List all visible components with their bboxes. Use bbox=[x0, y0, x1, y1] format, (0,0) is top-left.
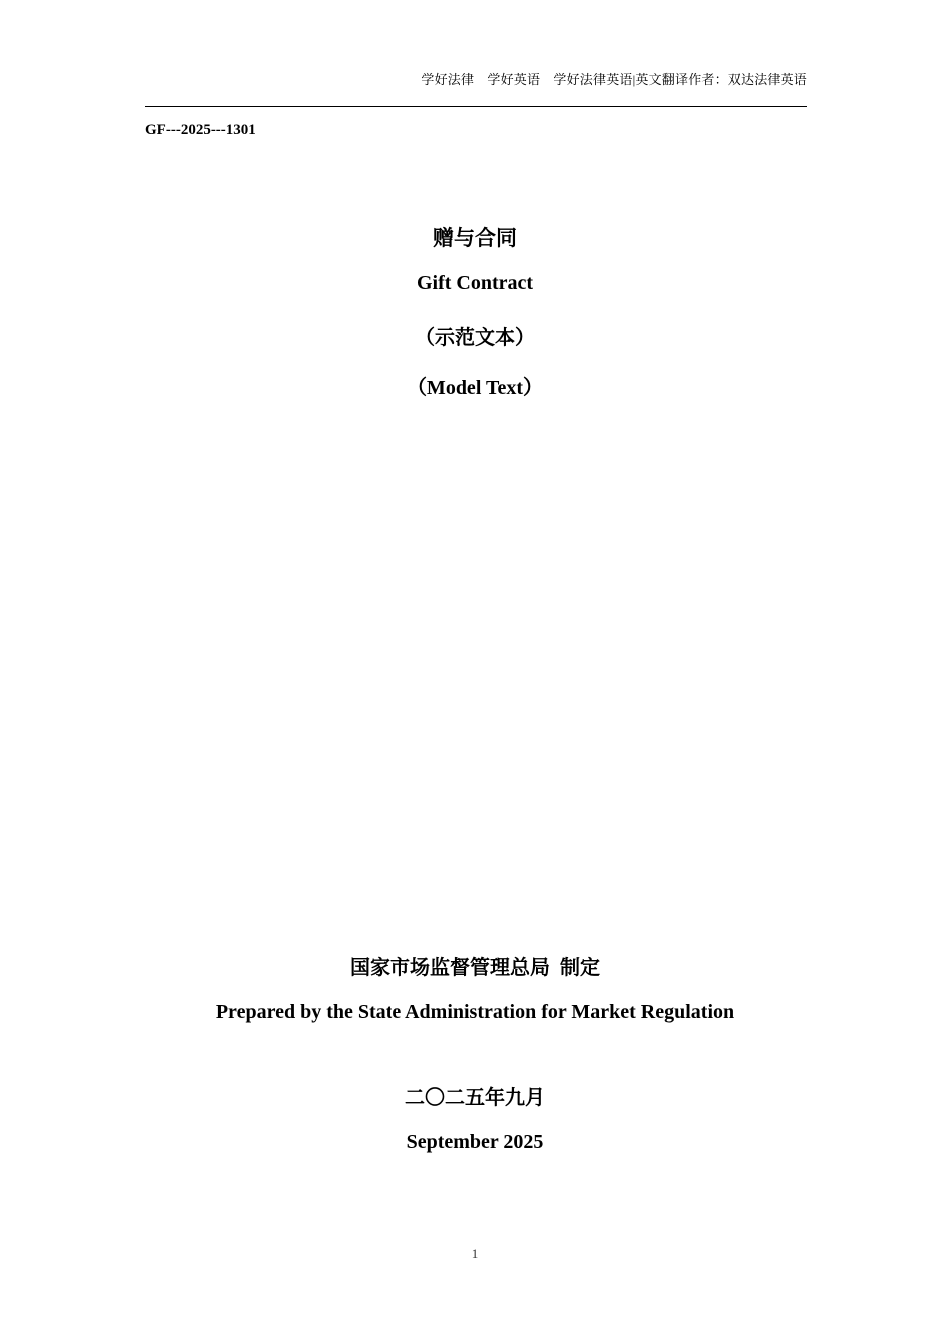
header-divider bbox=[145, 106, 807, 107]
document-code: GF---2025---1301 bbox=[145, 122, 256, 138]
issuer-english: Prepared by the State Administration for Market Regulation bbox=[215, 1001, 735, 1023]
date-chinese: 二〇二五年九月 bbox=[405, 1087, 545, 1109]
issuer-chinese: 国家市场监督管理总局 制定 bbox=[350, 957, 600, 979]
model-text-english: （Model Text） bbox=[406, 377, 544, 399]
page-number: 1 bbox=[471, 1246, 479, 1261]
date-english: September 2025 bbox=[406, 1131, 544, 1153]
title-chinese: 赠与合同 bbox=[433, 226, 517, 250]
page-header-text: 学好法律 学好英语 学好法律英语|英文翻译作者：双达法律英语 bbox=[421, 72, 807, 87]
title-english: Gift Contract bbox=[416, 272, 534, 294]
model-text-chinese: （示范文本） bbox=[415, 327, 535, 349]
